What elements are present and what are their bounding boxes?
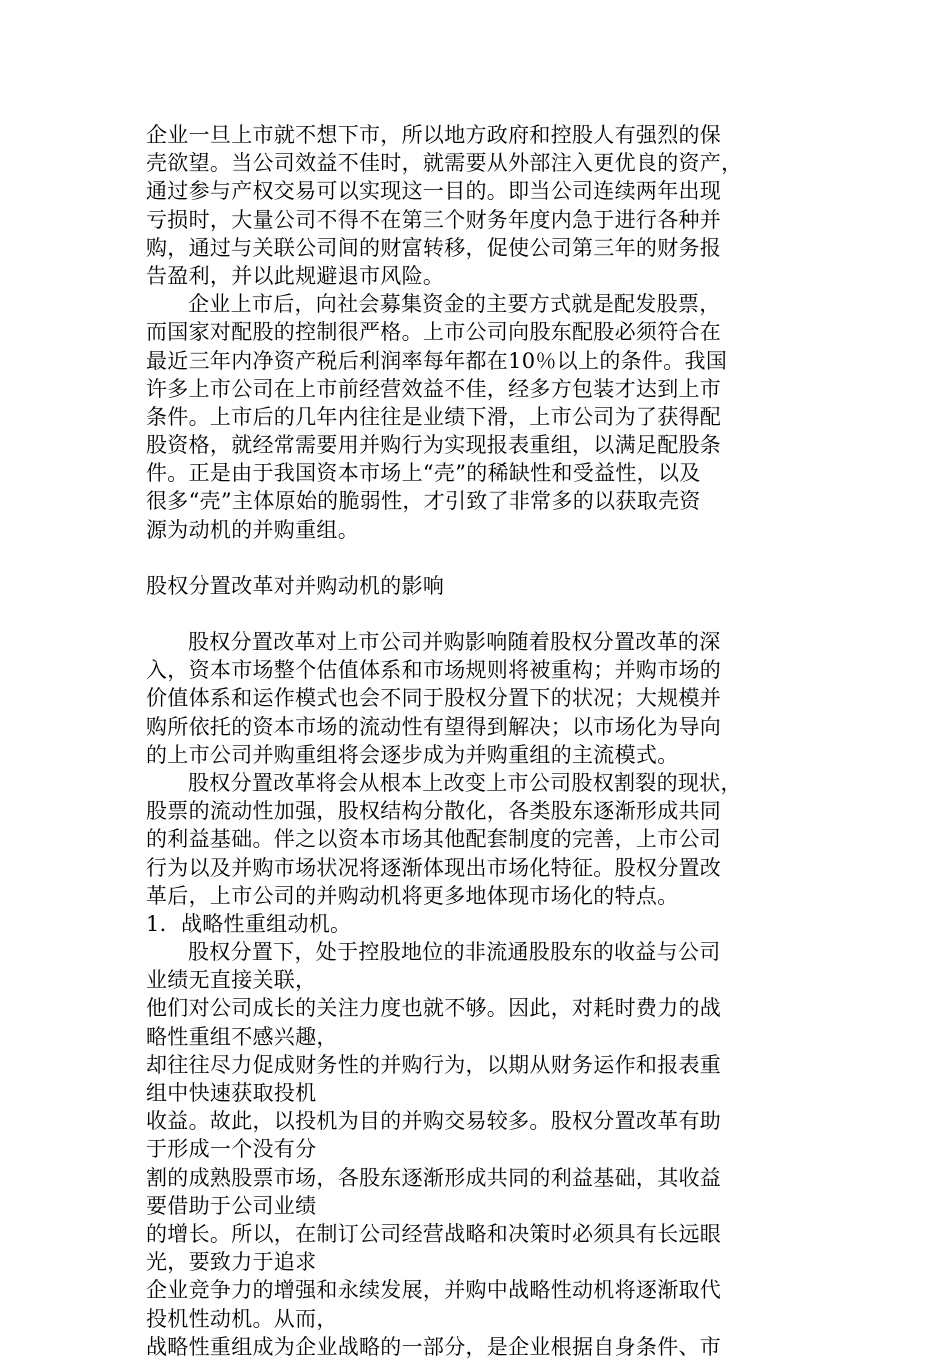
text-line: 价值体系和运作模式也会不同于股权分置下的状况；大规模并 (146, 686, 722, 711)
text-line: 要借助于公司业绩 (146, 1193, 317, 1218)
text-line: 源为动机的并购重组。 (146, 517, 359, 542)
document-page (146, 121, 806, 1361)
text-line: 而国家对配股的控制很严格。上市公司向股东配股必须符合在 (146, 320, 722, 345)
text-line: 革后，上市公司的并购动机将更多地体现市场化的特点。 (146, 883, 679, 908)
text-line: 股权分置改革将会从根本上改变上市公司股权割裂的现状， (188, 770, 742, 795)
text-line: 购所依托的资本市场的流动性有望得到解决；以市场化为导向 (146, 714, 722, 739)
text-line: 行为以及并购市场状况将逐渐体现出市场化特征。股权分置改 (146, 855, 722, 880)
text-line: 企业一旦上市就不想下市，所以地方政府和控股人有强烈的保 (146, 123, 722, 147)
text-line: 略性重组不感兴趣， (146, 1024, 338, 1049)
text-line: 的增长。所以，在制订公司经营战略和决策时必须具有长远眼 (146, 1221, 722, 1246)
text-line: 于形成一个没有分 (146, 1137, 317, 1162)
text-line: 股票的流动性加强，股权结构分散化，各类股东逐渐形成共同 (146, 799, 722, 824)
paragraph-market-features (146, 769, 806, 910)
text-line: 购，通过与关联公司间的财富转移，促使公司第三年的财务报 (146, 235, 722, 260)
text-line: 最近三年内净资产税后利润率每年都在10％以上的条件。我国 (146, 348, 728, 373)
text-line: 企业上市后，向社会募集资金的主要方式就是配发股票， (188, 292, 721, 317)
text-line: 企业竞争力的增强和永续发展，并购中战略性动机将逐渐取代 (146, 1278, 722, 1303)
text-line: 他们对公司成长的关注力度也就不够。因此，对耗时费力的战 (146, 996, 722, 1021)
text-line: 却往往尽力促成财务性的并购行为，以期从财务运作和报表重 (146, 1052, 722, 1077)
text-line: 入，资本市场整个估值体系和市场规则将被重构；并购市场的 (146, 658, 722, 683)
text-line: 组中快速获取投机 (146, 1081, 317, 1105)
text-line: 股资格，就经常需要用并购行为实现报表重组，以满足配股条 (146, 433, 722, 458)
text-line: 许多上市公司在上市前经营效益不佳，经多方包装才达到上市 (146, 376, 722, 401)
text-line: 业绩无直接关联， (146, 968, 317, 993)
paragraph-shell-motive (146, 121, 806, 290)
text-line: 亏损时，大量公司不得不在第三个财务年度内急于进行各种并 (146, 207, 722, 232)
text-line: 割的成熟股票市场，各股东逐渐形成共同的利益基础，其收益 (146, 1165, 722, 1190)
text-line: 战略性重组成为企业战略的一部分，是企业根据自身条件、市 (146, 1334, 722, 1359)
text-line: 件。正是由于我国资本市场上“壳”的稀缺性和受益性，以及 (146, 461, 701, 486)
text-line: 壳欲望。当公司效益不佳时，就需要从外部注入更优良的资产， (146, 151, 743, 176)
paragraph-strategic-restructuring (146, 938, 806, 1361)
paragraph-rights-issue (146, 290, 806, 544)
paragraph-reform-impact (146, 628, 806, 769)
text-line: 股权分置改革对上市公司并购影响随着股权分置改革的深 (188, 630, 721, 654)
text-line: 的上市公司并购重组将会逐步成为并购重组的主流模式。 (146, 742, 679, 767)
list-item-title: 1．战略性重组动机。 (146, 911, 352, 936)
section-heading: 股权分置改革对并购动机的影响 (146, 573, 445, 598)
text-line: 收益。故此，以投机为目的并购交易较多。股权分置改革有助 (146, 1109, 722, 1134)
text-line: 光，要致力于追求 (146, 1250, 317, 1275)
text-line: 告盈利，并以此规避退市风险。 (146, 263, 445, 288)
text-line: 股权分置下，处于控股地位的非流通股股东的收益与公司 (188, 940, 721, 965)
text-line: 通过参与产权交易可以实现这一目的。即当公司连续两年出现 (146, 179, 722, 204)
text-line: 的利益基础。伴之以资本市场其他配套制度的完善，上市公司 (146, 827, 722, 852)
text-line: 条件。上市后的几年内往往是业绩下滑，上市公司为了获得配 (146, 404, 722, 429)
text-line: 投机性动机。从而， (146, 1306, 338, 1331)
text-line: 很多“壳”主体原始的脆弱性，才引致了非常多的以获取壳资 (146, 489, 701, 514)
